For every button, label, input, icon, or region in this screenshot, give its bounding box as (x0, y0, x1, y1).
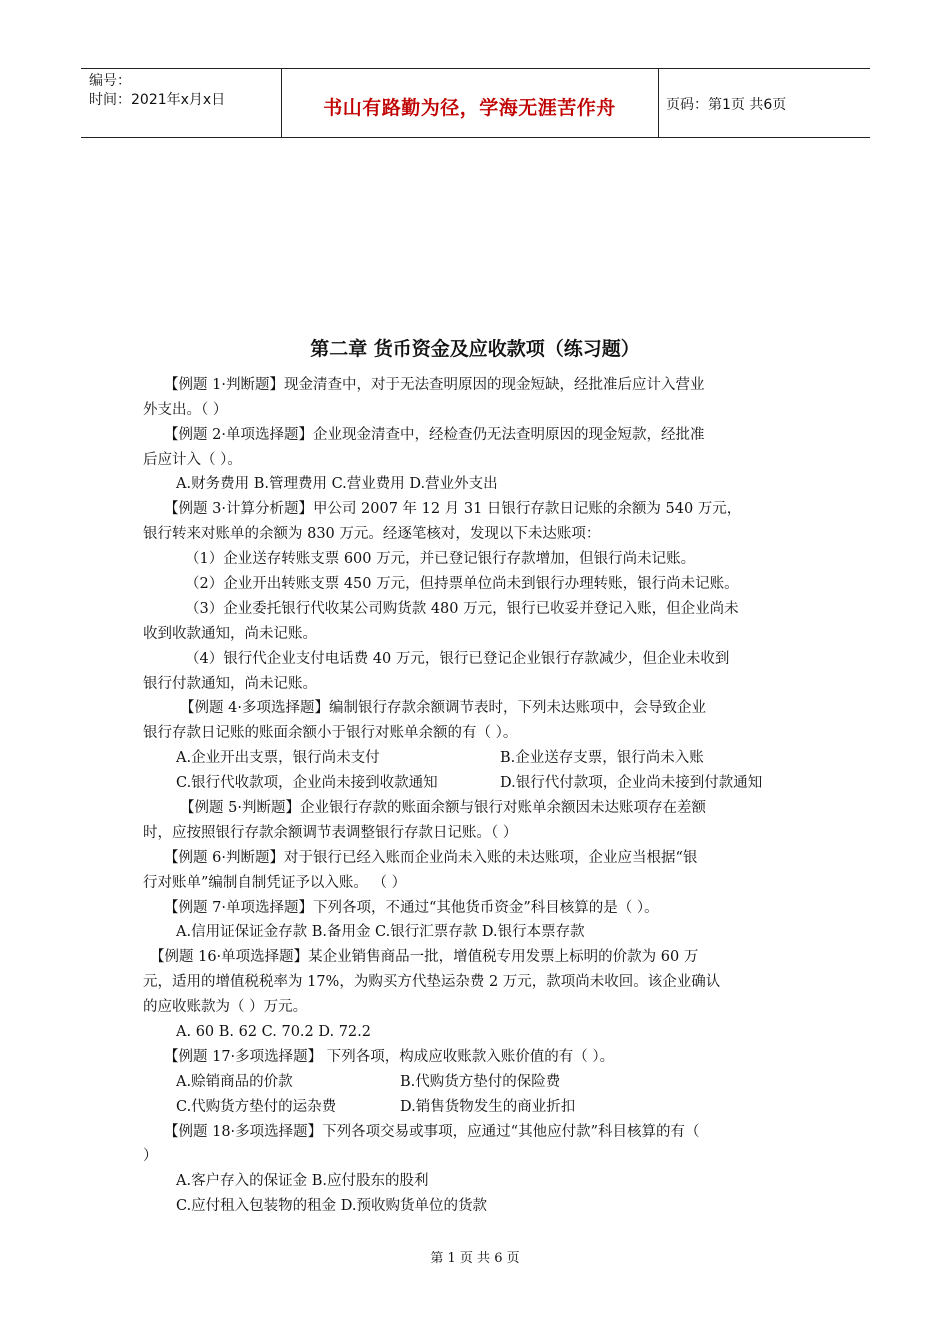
option-line: C.代购货方垫付的运杂费 (176, 1099, 337, 1115)
page-header (81, 68, 870, 138)
text-line: 行对账单”编制自制凭证予以入账。 （ ） (143, 875, 407, 891)
option-line: C.银行代收款项，企业尚未接到收款通知 (176, 775, 438, 791)
text-line: 的应收账款为（ ）万元。 (143, 999, 308, 1015)
document-number: 编号： (89, 73, 131, 89)
text-line: 后应计入（ ）。 (143, 452, 242, 468)
text-line: （3）企业委托银行代收某公司购货款 480 万元，银行已收妥并登记入账，但企业尚未 (185, 601, 739, 617)
text-line: 元，适用的增值税税率为 17%，为购买方代垫运杂费 2 万元，款项尚未收回。该企业确认 (143, 974, 721, 990)
text-line: 收到收款通知，尚未记账。 (143, 626, 317, 642)
text-line: 【例题 6·判断题】对于银行已经入账而企业尚未入账的未达账项，企业应当根据“银 (164, 850, 698, 866)
text-line: （4）银行代企业支付电话费 40 万元，银行已登记企业银行存款减少，但企业未收到 (185, 651, 730, 667)
option-line: A.赊销商品的价款 (176, 1074, 293, 1090)
page-footer: 第 1 页 共 6 页 (430, 1251, 520, 1266)
option-line: D.销售货物发生的商业折扣 (400, 1099, 576, 1115)
header-page-cell (658, 69, 870, 137)
page-info: 页码：第1页 共6页 (666, 97, 787, 113)
text-line: 【例题 3·计算分析题】甲公司 2007 年 12 月 31 日银行存款日记账的余额为 540 万元， (164, 501, 742, 517)
text-line: 【例题 17·多项选择题】 下列各项，构成应收账款入账价值的有（ ）。 (164, 1049, 615, 1065)
text-line: 【例题 1·判断题】现金清查中，对于无法查明原因的现金短缺，经批准后应计入营业 (164, 377, 705, 393)
document-date: 时间：2021年x月x日 (89, 92, 226, 108)
text-line: 【例题 5·判断题】企业银行存款的账面余额与银行对账单余额因未达账项存在差额 (180, 800, 706, 816)
text-line: 银行存款日记账的账面余额小于银行对账单余额的有（ ）。 (143, 725, 518, 741)
text-line: 【例题 16·单项选择题】某企业销售商品一批，增值税专用发票上标明的价款为 60 万 (150, 949, 699, 965)
option-line: A.财务费用 B.管理费用 C.营业费用 D.营业外支出 (176, 476, 498, 492)
text-line: 银行付款通知，尚未记账。 (143, 676, 317, 692)
option-line: A.企业开出支票，银行尚未支付 (176, 750, 380, 766)
option-line: A.信用证保证金存款 B.备用金 C.银行汇票存款 D.银行本票存款 (176, 924, 585, 940)
text-line: 外支出。（ ） (143, 402, 228, 418)
option-line: A.客户存入的保证金 B.应付股东的股利 (176, 1173, 429, 1189)
option-line: C.应付租入包装物的租金 D.预收购货单位的货款 (176, 1198, 488, 1214)
text-line: 【例题 4·多项选择题】编制银行存款余额调节表时，下列未达账项中，会导致企业 (180, 700, 706, 716)
text-line: 【例题 18·多项选择题】下列各项交易或事项，应通过“其他应付款”科目核算的有（ (164, 1124, 700, 1140)
option-line: A. 60 B. 62 C. 70.2 D. 72.2 (176, 1024, 371, 1040)
text-line: 银行转来对账单的余额为 830 万元。经逐笔核对，发现以下未达账项： (143, 526, 601, 542)
option-line: D.银行代付款项，企业尚未接到付款通知 (500, 775, 763, 791)
text-line: 时，应按照银行存款余额调节表调整银行存款日记账。（ ） (143, 825, 518, 841)
text-line: （2）企业开出转账支票 450 万元，但持票单位尚未到银行办理转账，银行尚未记账。 (185, 576, 739, 592)
header-info-cell (81, 69, 282, 137)
text-line: （1）企业送存转账支票 600 万元，并已登记银行存款增加，但银行尚未记账。 (185, 551, 696, 567)
text-line: 【例题 2·单项选择题】企业现金清查中，经检查仍无法查明原因的现金短款，经批准 (164, 427, 705, 443)
motto: 书山有路勤为径，学海无涯苦作舟 (323, 97, 616, 119)
document-title: 第二章 货币资金及应收款项（练习题） (310, 338, 640, 360)
text-line: 【例题 7·单项选择题】下列各项，不通过“其他货币资金”科目核算的是（ ）。 (164, 900, 659, 916)
header-motto-cell (281, 69, 659, 137)
option-line: B.代购货方垫付的保险费 (400, 1074, 561, 1090)
text-line: ） (143, 1148, 158, 1164)
option-line: B.企业送存支票，银行尚未入账 (500, 750, 704, 766)
